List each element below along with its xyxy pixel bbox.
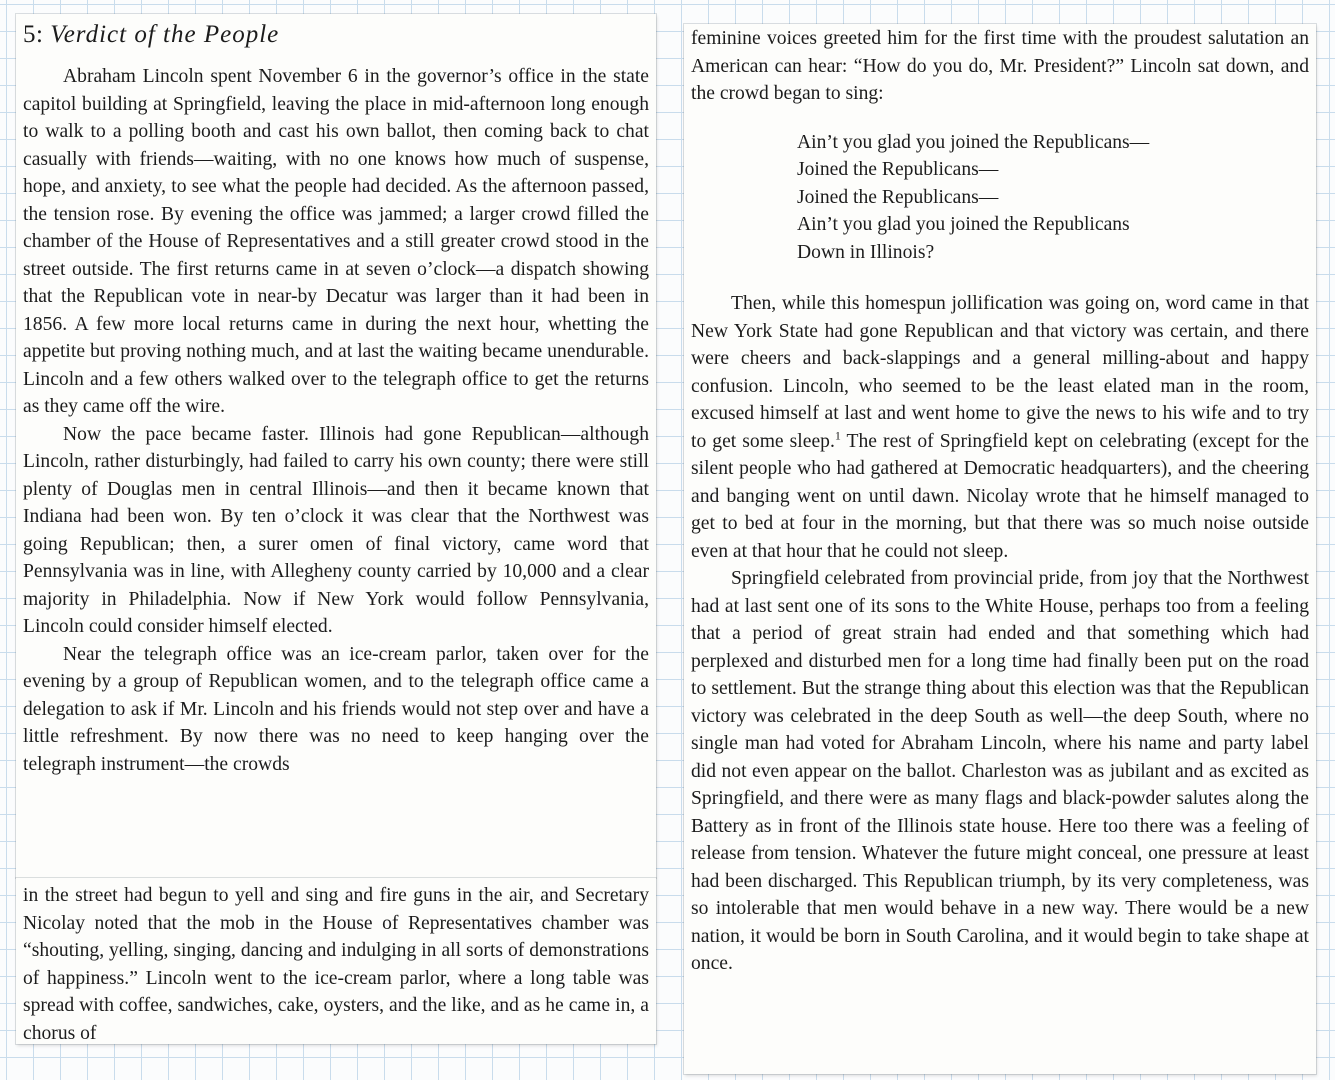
- right-column-clipping: [684, 24, 1316, 1074]
- left-column-clipping-top: [16, 14, 656, 878]
- left-column-text: [23, 19, 649, 778]
- chapter-number: 5:: [23, 21, 44, 48]
- paragraph-greeting: feminine voices greeted him for the first time with the proudest salutation an American can hear: “How do you do, Mr. President?” Lincoln sat down, and the crowd began to sing:: [691, 28, 1309, 104]
- paragraph-ice-cream-parlor-continued: in the street had begun to yell and sing and fire guns in the air, and Secretary Nicolay noted that the mob in the House of Representatives chamber was “shouting, yelling, singing, dancing and indulging in all sorts of demonstrations of happiness.” Lincoln went to the ice-cream parlor, where a long table was spread with coffee, sandwiches, cake, oysters, and the like, and as he came in, a chorus of: [23, 885, 649, 1044]
- verse-line: Joined the Republicans—: [797, 186, 999, 208]
- verse-line: Down in Illinois?: [797, 241, 935, 263]
- paragraph-new-york-victory-part-2: The rest of Springfield kept on celebrating (except for the silent people who had gathered at Democratic headquarters), and the cheering and banging went on until dawn. Nicolay wrote that he himself managed to get to bed at four in the morning, but that there was so much noise outside even at that hour that he could not sleep.: [691, 430, 1309, 562]
- footnote-marker: 1: [834, 427, 841, 442]
- left-column-continuation: [23, 882, 649, 1044]
- paragraph-new-york-victory: [691, 290, 1309, 565]
- song-verse: [797, 129, 1309, 267]
- paragraph-springfield-celebrated: Springfield celebrated from provincial pride, from joy that the Northwest had at last sent one of its sons to the White House, perhaps too from a feeling that a period of great strain had ended and that something which had perplexed and disturbed men for a long time had finally been put on the road to settlement. But the strange thing about this election was that the Republican victory was celebrated in the deep South as well—the deep South, where no single man had voted for Abraham Lincoln, where his name and party label did not even appear on the ballot. Charleston was as jubilant and as excited as Springfield, and there were as many flags and black-powder salutes along the Battery as in front of the Illinois state house. Here too there was a feeling of release from tension. Whatever the future might conceal, one pressure at least had been discharged. This Republican triumph, by its very completeness, was so intolerable that men would behave in a new way. There would be a new nation, it would be born in South Carolina, and it would begin to take shape at once.: [691, 568, 1309, 974]
- verse-line: Ain’t you glad you joined the Republicans: [797, 214, 1130, 235]
- paragraph-ice-cream-parlor: Near the telegraph office was an ice-cream parlor, taken over for the evening by a group of Republican women, and to the telegraph office came a delegation to ask if Mr. Lincoln and his friends would not step over and have a little refreshment. By now there was no need to keep hanging over the telegraph instrument—the crowds: [23, 643, 649, 775]
- paragraph-election-day: Abraham Lincoln spent November 6 in the governor’s office in the state capitol building at Springfield, leaving the place in mid-afternoon long enough to walk to a polling booth and cast his own ballot, then coming back to chat casually with friends—waiting, with no one knows how much of suspense, hope, and anxiety, to see what the people had decided. As the afternoon passed, the tension rose. By evening the office was jammed; a larger crowd filled the chamber of the House of Representatives and a still greater crowd stood in the street outside. The first returns came in at seven o’clock—a dispatch showing that the Republican vote in near-by Decatur was larger than it had been in 1856. A few more local returns came in during the next hour, whetting the appetite but proving nothing much, and at last the waiting became unendurable. Lincoln and a few others walked over to the telegraph office to get the returns as they came off the wire.: [23, 66, 649, 417]
- verse-line: Joined the Republicans—: [797, 159, 999, 180]
- paragraph-new-york-victory-part-1: Then, while this homespun jollification was going on, word came in that New York State had gone Republican and that victory was certain, and there were cheers and back-slappings and a general milling-about and happy confusion. Lincoln, who seemed to be the least elated man in the room, excused himself at last and went home to give the news to his wife and to try to get some sleep.: [691, 293, 1309, 452]
- paragraph-returns: Now the pace became faster. Illinois had gone Republican—although Lincoln, rather disturbingly, had failed to carry his own county; there were still plenty of Douglas men in central Illinois—and then it became known that Indiana had been won. By ten o’clock it was clear that the Northwest was going Republican; then, a surer omen of final victory, came word that Pennsylvania was in line, with Allegheny county carried by 10,000 and a clear majority in Philadelphia. Now if New York would follow Pennsylvania, Lincoln could consider himself elected.: [23, 423, 649, 637]
- chapter-title: Verdict of the People: [50, 21, 280, 48]
- verse-line: Ain’t you glad you joined the Republicans—: [797, 131, 1150, 153]
- left-column-clipping-bottom: [16, 878, 656, 1044]
- right-column-text: [691, 25, 1309, 978]
- chapter-heading: [23, 19, 649, 51]
